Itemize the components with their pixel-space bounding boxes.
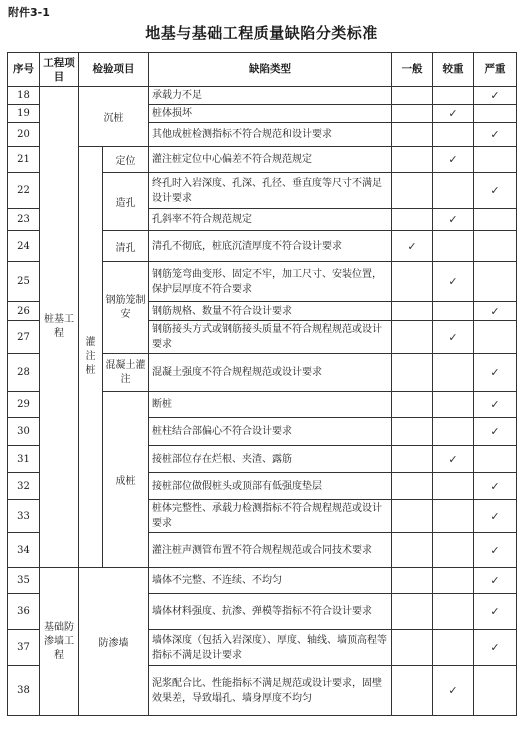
mark-severe: ✓ xyxy=(474,568,517,594)
mark-general xyxy=(392,147,433,173)
defect-text: 灌注桩声测管布置不符合规程规范或合同技术要求 xyxy=(149,533,392,568)
mark-serious: ✓ xyxy=(433,147,474,173)
mark-severe: ✓ xyxy=(474,392,517,418)
mark-general xyxy=(392,354,433,392)
item-cage: 钢筋笼制安 xyxy=(103,262,149,354)
mark-serious xyxy=(433,302,474,321)
mark-severe: ✓ xyxy=(474,173,517,209)
mark-severe: ✓ xyxy=(474,87,517,105)
defect-text: 桩柱结合部偏心不符合设计要求 xyxy=(149,418,392,446)
mark-general xyxy=(392,418,433,446)
header-project: 工程项目 xyxy=(40,53,79,87)
mark-general xyxy=(392,209,433,231)
row-number: 36 xyxy=(8,594,40,630)
mark-severe: ✓ xyxy=(474,630,517,666)
mark-severe: ✓ xyxy=(474,594,517,630)
mark-serious xyxy=(433,473,474,500)
mark-severe: ✓ xyxy=(474,473,517,500)
row-number: 34 xyxy=(8,533,40,568)
mark-general xyxy=(392,630,433,666)
header-item: 检验项目 xyxy=(79,53,149,87)
defect-text: 清孔不彻底，桩底沉渣厚度不符合设计要求 xyxy=(149,231,392,262)
mark-general xyxy=(392,321,433,354)
mark-severe xyxy=(474,209,517,231)
mark-serious xyxy=(433,533,474,568)
mark-serious xyxy=(433,630,474,666)
row-number: 29 xyxy=(8,392,40,418)
mark-severe: ✓ xyxy=(474,302,517,321)
row-number: 26 xyxy=(8,302,40,321)
mark-severe xyxy=(474,262,517,302)
row-number: 30 xyxy=(8,418,40,446)
row-number: 38 xyxy=(8,666,40,716)
mark-general xyxy=(392,500,433,533)
defect-text: 墙体不完整、不连续、不均匀 xyxy=(149,568,392,594)
table-row xyxy=(8,147,517,173)
mark-serious xyxy=(433,500,474,533)
defect-text: 墙体深度（包括入岩深度）、厚度、轴线、墙顶高程等指标不满足设计要求 xyxy=(149,630,392,666)
item-positioning: 定位 xyxy=(103,147,149,173)
defect-text: 接桩部位做假桩头或顶部有低强度垫层 xyxy=(149,473,392,500)
row-number: 24 xyxy=(8,231,40,262)
mark-general xyxy=(392,533,433,568)
project-pile-foundation: 桩基工程 xyxy=(40,87,79,568)
header-seq: 序号 xyxy=(8,53,40,87)
mark-serious xyxy=(433,594,474,630)
mark-severe xyxy=(474,321,517,354)
mark-severe: ✓ xyxy=(474,354,517,392)
mark-serious: ✓ xyxy=(433,446,474,473)
defect-text: 其他成桩检测指标不符合规范和设计要求 xyxy=(149,123,392,147)
mark-general xyxy=(392,105,433,123)
row-number: 19 xyxy=(8,105,40,123)
header-row xyxy=(8,53,517,87)
mark-serious xyxy=(433,418,474,446)
mark-general xyxy=(392,473,433,500)
mark-serious xyxy=(433,568,474,594)
defect-text: 接桩部位存在烂根、夹渣、露筋 xyxy=(149,446,392,473)
defect-text: 混凝土强度不符合规程规范或设计要求 xyxy=(149,354,392,392)
mark-serious xyxy=(433,123,474,147)
mark-general xyxy=(392,87,433,105)
header-severe: 严重 xyxy=(474,53,517,87)
row-number: 21 xyxy=(8,147,40,173)
row-number: 20 xyxy=(8,123,40,147)
mark-severe xyxy=(474,147,517,173)
row-number: 22 xyxy=(8,173,40,209)
row-number: 33 xyxy=(8,500,40,533)
mark-general xyxy=(392,302,433,321)
mark-serious xyxy=(433,392,474,418)
mark-severe: ✓ xyxy=(474,418,517,446)
mark-serious: ✓ xyxy=(433,666,474,716)
defect-text: 墙体材料强度、抗渗、弹模等指标不符合设计要求 xyxy=(149,594,392,630)
mark-serious: ✓ xyxy=(433,321,474,354)
mark-severe xyxy=(474,105,517,123)
mark-general xyxy=(392,123,433,147)
header-serious: 较重 xyxy=(433,53,474,87)
project-seepage-wall: 基础防渗墙工程 xyxy=(40,568,79,716)
item-seepage-wall: 防渗墙 xyxy=(79,568,149,716)
defect-text: 桩体损坏 xyxy=(149,105,392,123)
mark-serious: ✓ xyxy=(433,262,474,302)
row-number: 23 xyxy=(8,209,40,231)
mark-serious xyxy=(433,354,474,392)
defect-text: 终孔时入岩深度、孔深、孔径、垂直度等尺寸不满足设计要求 xyxy=(149,173,392,209)
mark-serious xyxy=(433,87,474,105)
mark-severe: ✓ xyxy=(474,533,517,568)
mark-general xyxy=(392,392,433,418)
annex-label: 附件3-1 xyxy=(8,6,50,19)
defect-text: 钢筋规格、数量不符合设计要求 xyxy=(149,302,392,321)
row-number: 27 xyxy=(8,321,40,354)
mark-general xyxy=(392,262,433,302)
mark-serious: ✓ xyxy=(433,105,474,123)
mark-general: ✓ xyxy=(392,231,433,262)
table-row xyxy=(8,568,517,594)
mark-severe xyxy=(474,231,517,262)
row-number: 32 xyxy=(8,473,40,500)
row-number: 25 xyxy=(8,262,40,302)
mark-serious xyxy=(433,231,474,262)
row-number: 18 xyxy=(8,87,40,105)
defect-text: 承载力不足 xyxy=(149,87,392,105)
mark-general xyxy=(392,666,433,716)
group-cast-pile: 灌注桩 xyxy=(79,147,103,568)
item-sinking-pile: 沉桩 xyxy=(79,87,149,147)
row-number: 37 xyxy=(8,630,40,666)
item-hole-forming: 造孔 xyxy=(103,173,149,231)
mark-serious: ✓ xyxy=(433,209,474,231)
header-defect: 缺陷类型 xyxy=(149,53,392,87)
row-number: 28 xyxy=(8,354,40,392)
defect-text: 桩体完整性、承载力检测指标不符合规程规范或设计要求 xyxy=(149,500,392,533)
defect-text: 钢筋笼弯曲变形、固定不牢，加工尺寸、安装位置，保护层厚度不符合要求 xyxy=(149,262,392,302)
defect-text: 钢筋接头方式或钢筋接头质量不符合规程规范或设计要求 xyxy=(149,321,392,354)
mark-general xyxy=(392,568,433,594)
mark-severe: ✓ xyxy=(474,500,517,533)
item-hole-cleaning: 清孔 xyxy=(103,231,149,262)
mark-general xyxy=(392,594,433,630)
defect-text: 孔斜率不符合规范规定 xyxy=(149,209,392,231)
table-row xyxy=(8,87,517,105)
item-pile-forming: 成桩 xyxy=(103,392,149,568)
defect-text: 泥浆配合比、性能指标不满足规范或设计要求，固壁效果差，导致塌孔、墙身厚度不均匀 xyxy=(149,666,392,716)
mark-general xyxy=(392,173,433,209)
mark-severe: ✓ xyxy=(474,123,517,147)
defect-classification-table xyxy=(7,52,517,716)
mark-serious xyxy=(433,173,474,209)
defect-text: 灌注桩定位中心偏差不符合规范规定 xyxy=(149,147,392,173)
row-number: 35 xyxy=(8,568,40,594)
document-title: 地基与基础工程质量缺陷分类标准 xyxy=(145,24,378,42)
mark-general xyxy=(392,446,433,473)
mark-severe xyxy=(474,446,517,473)
row-number: 31 xyxy=(8,446,40,473)
mark-severe xyxy=(474,666,517,716)
item-concrete-pouring: 混凝土灌注 xyxy=(103,354,149,392)
defect-text: 断桩 xyxy=(149,392,392,418)
header-general: 一般 xyxy=(392,53,433,87)
